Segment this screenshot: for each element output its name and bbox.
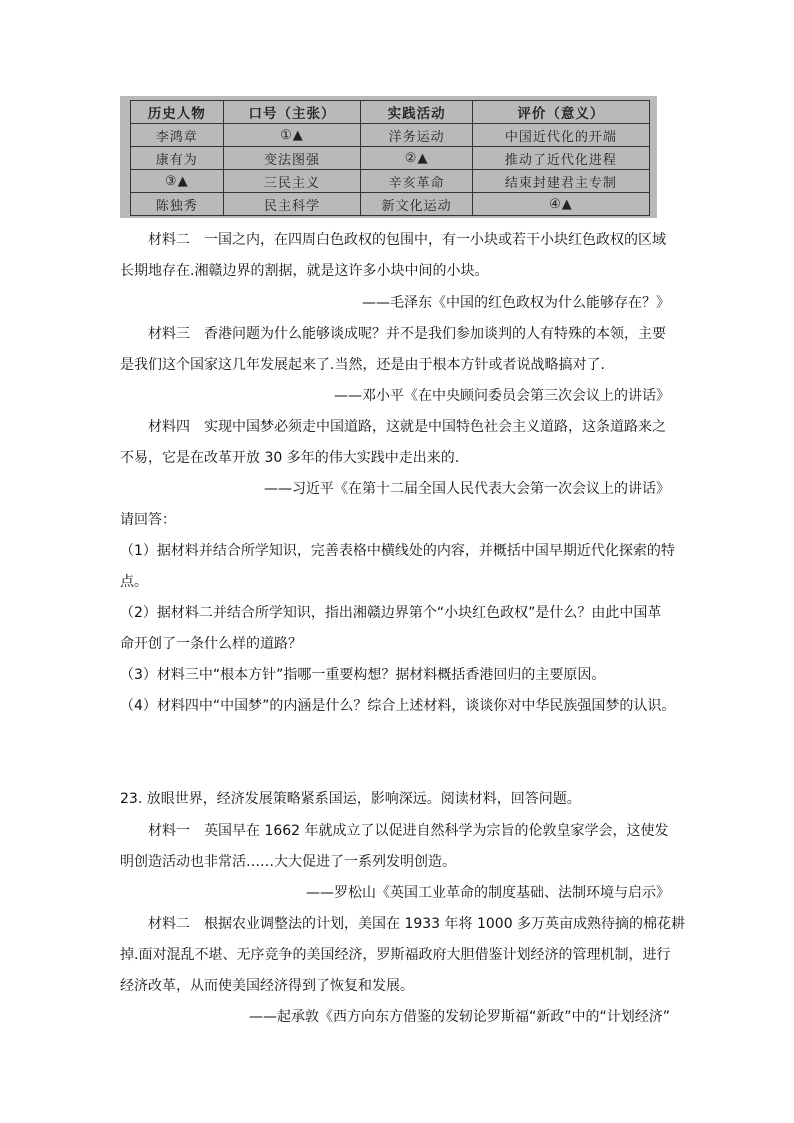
question-3: （3）材料三中“根本方针”指哪一重要构想？据材料概括香港回归的主要原因。 bbox=[120, 667, 606, 683]
table-cell: ③▲ bbox=[131, 170, 224, 193]
table-row bbox=[131, 147, 650, 170]
history-table bbox=[130, 100, 650, 216]
table-cell: 新文化运动 bbox=[361, 193, 472, 216]
table-cell: 康有为 bbox=[131, 147, 224, 170]
table-row bbox=[131, 193, 650, 216]
table-cell: 中国近代化的开端 bbox=[472, 124, 649, 147]
material-4-line-2: 不易，它是在改革开放 30 多年的伟大实践中走出来的. bbox=[120, 450, 460, 466]
table-cell: ①▲ bbox=[223, 124, 361, 147]
table-cell: 陈独秀 bbox=[131, 193, 224, 216]
question-1-line-2: 点。 bbox=[120, 574, 148, 590]
question-2-line-1: （2）据材料二并结合所学知识，指出湘赣边界第个“小块红色政权”是什么？由此中国革 bbox=[120, 605, 662, 621]
q23-material-1-line-2: 明创造活动也非常活……大大促进了一系列发明创造。 bbox=[120, 854, 456, 870]
table-cell: 变法图强 bbox=[223, 147, 361, 170]
question-2-line-2: 命开创了一条什么样的道路？ bbox=[120, 636, 302, 652]
question-23-stem: 23. 放眼世界，经济发展策略紧系国运，影响深远。阅读材料，回答问题。 bbox=[120, 791, 581, 807]
table-cell: 洋务运动 bbox=[361, 124, 472, 147]
material-3-line-2: 是我们这个国家这几年发展起来了.当然，还是由于根本方针或者说战略搞对了. bbox=[120, 357, 605, 373]
q23-material-2-line-2: 掉.面对混乱不堪、无序竞争的美国经济，罗斯福政府大胆借鉴计划经济的管理机制，进行 bbox=[120, 947, 671, 963]
table-cell: 结束封建君主专制 bbox=[472, 170, 649, 193]
table-cell: 三民主义 bbox=[223, 170, 361, 193]
material-4-line-1: 材料四 实现中国梦必须走中国道路，这就是中国特色社会主义道路，这条道路来之 bbox=[148, 419, 666, 435]
material-2-line-1: 材料二 一国之内，在四周白色政权的包围中，有一小块或若干小块红色政权的区域 bbox=[148, 232, 666, 248]
table-cell: ②▲ bbox=[361, 147, 472, 170]
table-cell: 推动了近代化进程 bbox=[472, 147, 649, 170]
q23-material-1-line-1: 材料一 英国早在 1662 年就成立了以促进自然科学为宗旨的伦敦皇家学会，这使发 bbox=[148, 823, 669, 839]
question-4: （4）材料四中“中国梦”的内涵是什么？综合上述材料，谈谈你对中华民族强国梦的认识。 bbox=[120, 698, 676, 714]
material-2-source: ——毛泽东《中国的红色政权为什么能够存在？》 bbox=[362, 295, 670, 311]
table-header: 历史人物 bbox=[131, 101, 224, 124]
material-2-line-2: 长期地存在.湘赣边界的割据，就是这许多小块中间的小块。 bbox=[120, 263, 489, 279]
q23-material-2-source: ——起承敦《西方向东方借鉴的发轫论罗斯福“新政”中的“计划经济” bbox=[248, 1009, 670, 1025]
q23-material-1-source: ——罗松山《英国工业革命的制度基础、法制环境与启示》 bbox=[306, 885, 670, 901]
table-cell: 辛亥革命 bbox=[361, 170, 472, 193]
table-row bbox=[131, 124, 650, 147]
q23-material-2-line-3: 经济改革，从而使美国经济得到了恢复和发展。 bbox=[120, 978, 414, 994]
table-photo bbox=[120, 96, 657, 218]
table-cell: ④▲ bbox=[472, 193, 649, 216]
table-header-row bbox=[131, 101, 650, 124]
table-header: 口号（主张） bbox=[223, 101, 361, 124]
table-header: 评价（意义） bbox=[472, 101, 649, 124]
material-3-line-1: 材料三 香港问题为什么能够谈成呢？并不是我们参加谈判的人有特殊的本领，主要 bbox=[148, 326, 666, 342]
table-row bbox=[131, 170, 650, 193]
prompt-answer: 请回答： bbox=[120, 512, 176, 528]
q23-material-2-line-1: 材料二 根据农业调整法的计划，美国在 1933 年将 1000 多万英亩成熟待摘的棉花耕 bbox=[148, 916, 686, 932]
table-cell: 民主科学 bbox=[223, 193, 361, 216]
table-cell: 李鸿章 bbox=[131, 124, 224, 147]
question-1-line-1: （1）据材料并结合所学知识，完善表格中横线处的内容，并概括中国早期近代化探索的特 bbox=[120, 543, 675, 559]
table-header: 实践活动 bbox=[361, 101, 472, 124]
material-3-source: ——邓小平《在中央顾问委员会第三次会议上的讲话》 bbox=[334, 388, 670, 404]
material-4-source: ——习近平《在第十二届全国人民代表大会第一次会议上的讲话》 bbox=[264, 481, 670, 497]
